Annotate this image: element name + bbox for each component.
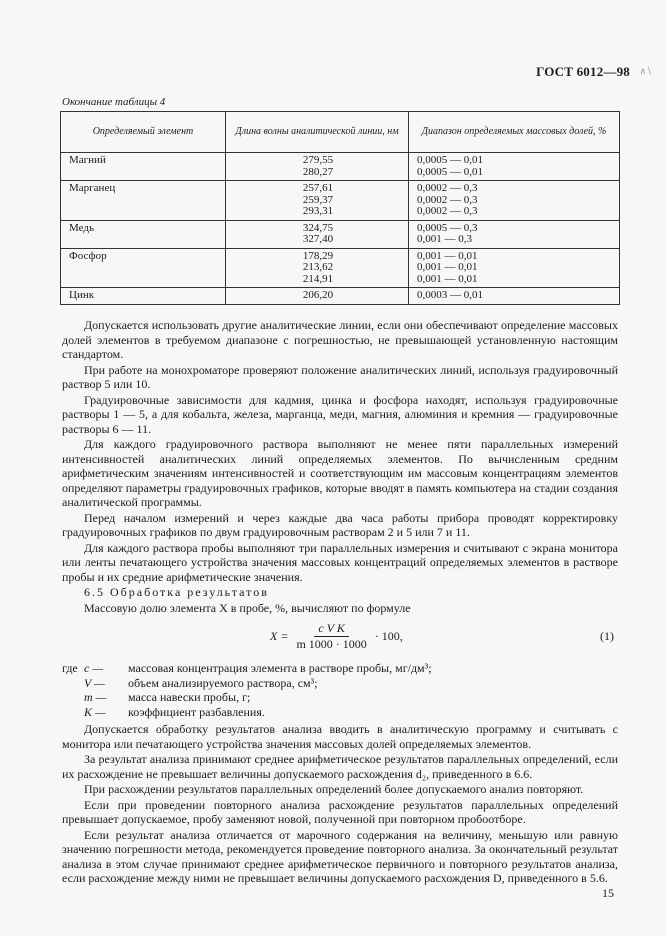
wavelength-cell xyxy=(226,220,409,248)
range-value: 0,0002 — 0,3 xyxy=(417,182,478,194)
definition-text: массовая концентрация элемента в растворе пробы, мг/дм³; xyxy=(128,661,432,675)
element-cell: Цинк xyxy=(61,288,226,305)
section-heading: 6.5 Обработка результатов xyxy=(84,585,269,599)
column-header: Диапазон определяемых массовых долей, % xyxy=(409,112,620,153)
elements-table xyxy=(60,111,620,305)
element-cell: Фосфор xyxy=(61,248,226,288)
formula-lhs: X = xyxy=(270,628,289,643)
wavelength-value: 257,61 xyxy=(302,182,334,194)
definition-symbol: c — xyxy=(84,661,103,675)
formula-fraction xyxy=(292,621,370,651)
paragraph: За результат анализа принимают среднее арифметическое результатов параллельных определений, если их расхождение не превышает величины допускаемого расхождения d₂, приведенного в 6.6. xyxy=(62,752,618,781)
wavelength-cell xyxy=(226,153,409,181)
range-value: 0,0002 — 0,3 xyxy=(417,193,478,206)
wavelength-value: 214,91 xyxy=(302,272,334,285)
definition-prefix: где xyxy=(62,661,78,675)
definition-item xyxy=(62,661,618,676)
range-cell xyxy=(409,153,620,181)
range-value: 0,001 — 0,3 xyxy=(417,233,472,245)
range-value: 0,0005 — 0,01 xyxy=(417,165,483,178)
wavelength-value: 213,62 xyxy=(302,261,334,273)
range-value: 0,001 — 0,01 xyxy=(417,249,478,262)
definition-item xyxy=(62,690,618,705)
element-cell: Марганец xyxy=(61,181,226,221)
page-number: 15 xyxy=(602,886,614,900)
table-row xyxy=(61,153,620,181)
paragraph: Градуировочные зависимости для кадмия, цинка и фосфора находят, используя градуировочные растворы 1 — 5, а для кобальта, железа, марганца, меди, магния, алюминия и кремния — градуировочные растворы 6 — 11. xyxy=(62,392,618,436)
wavelength-value: 293,31 xyxy=(302,205,334,217)
paragraph: При работе на монохроматоре проверяют положение аналитических линий, используя градуировочный раствор 5 или 10. xyxy=(62,362,618,391)
margin-mark: ∧∖ xyxy=(639,66,652,76)
range-value: 0,0003 — 0,01 xyxy=(417,289,483,301)
table-row xyxy=(61,288,620,305)
formula-denominator: m 1000 · 1000 xyxy=(296,636,367,651)
definition-item xyxy=(62,705,618,720)
formula-numerator: c V K xyxy=(314,621,348,637)
table-header-row xyxy=(61,112,620,153)
wavelength-cell xyxy=(226,248,409,288)
wavelength-value: 280,27 xyxy=(302,165,334,178)
range-value: 0,0005 — 0,3 xyxy=(417,221,478,234)
definition-text: объем анализируемого раствора, см³; xyxy=(128,675,318,690)
wavelength-cell xyxy=(226,181,409,221)
body-text xyxy=(62,318,618,887)
wavelength-value: 259,37 xyxy=(302,193,334,206)
wavelength-value: 279,55 xyxy=(302,154,334,166)
paragraph: Для каждого градуировочного раствора выполняют не менее пяти параллельных измерений интенсивностей аналитических линий определяемых элементов. По вычисленным средним арифметическим значениям интенсивностей и соответствующим им массовым концентрациям элементов определяют параметры градуировочных графиков, которые вводят в память компьютера на стадии создания аналитической программы. xyxy=(62,437,618,509)
wavelength-value: 324,75 xyxy=(302,221,334,234)
wavelength-cell xyxy=(226,288,409,305)
column-header: Длина волны аналитической линии, нм xyxy=(226,112,409,153)
table-row xyxy=(61,248,620,288)
definition-symbol: K — xyxy=(84,704,106,719)
definition-prefix xyxy=(62,705,84,720)
wavelength-value: 178,29 xyxy=(302,249,334,262)
wavelength-value: 206,20 xyxy=(302,289,334,301)
range-cell xyxy=(409,220,620,248)
formula-1 xyxy=(62,619,618,655)
range-value: 0,0002 — 0,3 xyxy=(417,205,478,217)
paragraph: Допускается использовать другие аналитические линии, если они обеспечивают определение массовых долей элементов в требуемом диапазоне с погрешностью, не превышающей установленную настоящим стандартом. xyxy=(62,318,618,361)
range-value: 0,0005 — 0,01 xyxy=(417,154,483,166)
column-header: Определяемый элемент xyxy=(61,112,226,153)
range-value: 0,001 — 0,01 xyxy=(417,261,478,273)
definition-item xyxy=(62,676,618,691)
range-cell xyxy=(409,288,620,305)
definition-symbol: V — xyxy=(84,675,105,690)
paragraph: Если при проведении повторного анализа расхождение результатов параллельных определений превышает допускаемое, пробу заменяют новой, полученной при повторном пробоотборе. xyxy=(62,797,618,826)
table-row xyxy=(61,181,620,221)
element-cell: Медь xyxy=(61,220,226,248)
paragraph: При расхождении результатов параллельных определений более допускаемого анализ повторяют. xyxy=(84,782,584,796)
definition-prefix xyxy=(62,676,84,691)
paragraph: Если результат анализа отличается от марочного содержания на величину, меньшую или равную значению погрешности метода, рекомендуется проведение повторного анализа. За окончательный результат анализа в этом случае принимают среднее арифметическое первичного и повторного результатов анализа, если расхождение между ними не превышает величины допускаемого расхождения D, приведенного в 5.6. xyxy=(62,827,618,885)
element-cell: Магний xyxy=(61,153,226,181)
definition-text: масса навески пробы, г; xyxy=(128,690,251,704)
paragraph: Для каждого раствора пробы выполняют три параллельных измерения и считывают с экрана монитора или ленты печатающего устройства значения массовых концентраций определяемых элементов в растворе пробы и их средние арифметические значения. xyxy=(62,540,618,584)
formula-expression xyxy=(270,621,403,651)
table-row xyxy=(61,220,620,248)
table-caption: Окончание таблицы 4 xyxy=(62,96,166,108)
definition-prefix xyxy=(62,690,84,705)
range-value: 0,001 — 0,01 xyxy=(417,272,478,285)
paragraph: Допускается обработку результатов анализа вводить в аналитическую программу и считывать с монитора или печатающего устройства значения массовых долей определяемых элементов. xyxy=(62,722,618,751)
formula-rest: · 100, xyxy=(374,628,403,643)
wavelength-value: 327,40 xyxy=(302,233,334,245)
paragraph: Перед началом измерений и через каждые два часа работы прибора проводят корректировку градуировочных графиков по двум градуировочным растворам 2 и 5 или 7 и 11. xyxy=(62,510,618,539)
paragraph: Массовую долю элемента X в пробе, %, вычисляют по формуле xyxy=(84,600,411,615)
formula-definitions xyxy=(62,661,618,719)
definition-symbol: m — xyxy=(84,690,107,704)
range-cell xyxy=(409,248,620,288)
formula-number: (1) xyxy=(600,629,614,643)
definition-text: коэффициент разбавления. xyxy=(128,704,265,719)
range-cell xyxy=(409,181,620,221)
document-header: ГОСТ 6012—98 xyxy=(536,64,630,79)
